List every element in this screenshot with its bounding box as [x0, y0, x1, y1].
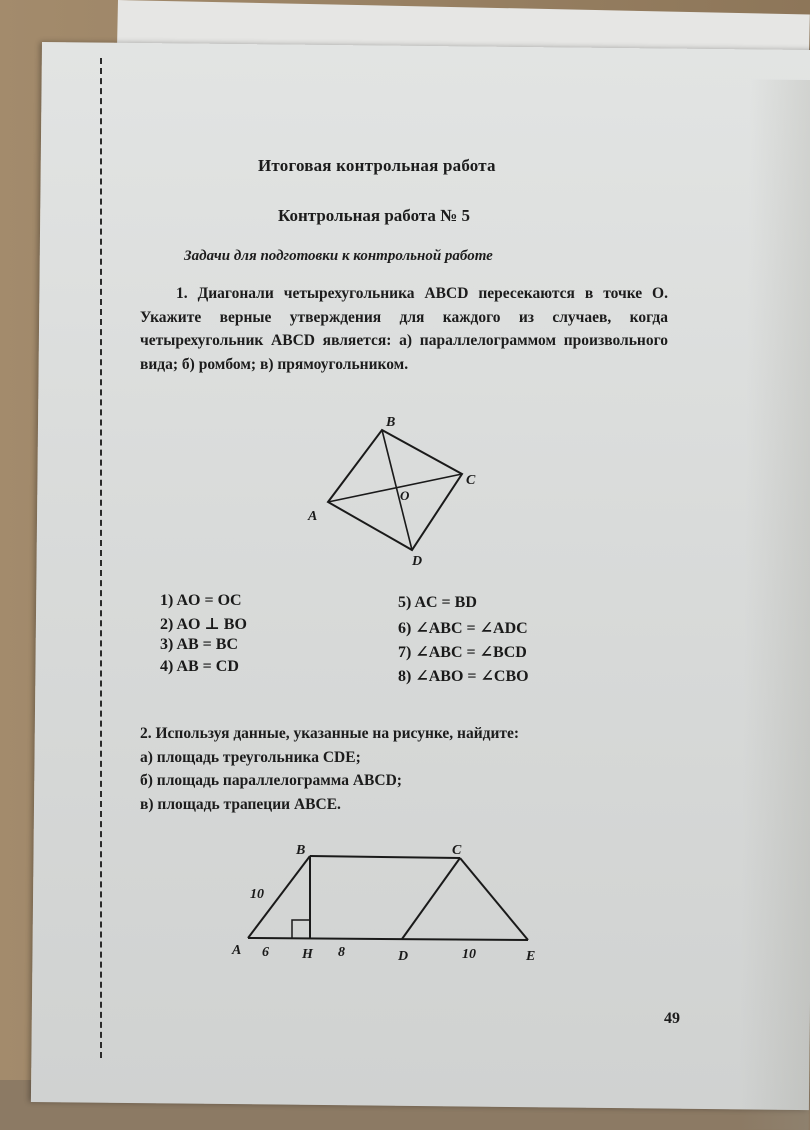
measure-ah: 6 [262, 945, 269, 960]
problem2-intro: 2. Используя данные, указанные на рисунке, найдите: [140, 725, 520, 742]
right-angle-mark [292, 920, 310, 938]
label-a2: A [232, 943, 242, 958]
statement-6: 6) ∠ABC = ∠ADC [398, 620, 528, 637]
problem2-item-a: а) площадь треугольника CDE; [140, 748, 361, 766]
problem1-text: 1. Диагонали четырехугольника ABCD пересекаются в точке O. Укажите верные утверждения для каждого из случаев, когда четырехугольник ABCD является: а) параллелограммом произвольного вида; б) ромбом; в) прямоугольником. [140, 285, 668, 373]
page-title: Итоговая контрольная работа [258, 156, 496, 175]
label-b: B [386, 415, 396, 430]
statement-7: 7) ∠ABC = ∠BCD [398, 644, 527, 661]
label-o: O [400, 488, 410, 503]
measure-ab: 10 [250, 887, 264, 902]
side-cd [402, 858, 460, 939]
figure-trapezoid [220, 836, 560, 976]
label-c2: C [452, 843, 462, 858]
statement-5: 5) AC = BD [398, 594, 477, 611]
page-shade [739, 79, 810, 1130]
measure-hd: 8 [338, 945, 345, 960]
label-d: D [412, 554, 423, 569]
label-h2: H [302, 947, 313, 962]
page-number: 49 [664, 1010, 680, 1027]
figure-quadrilateral [300, 410, 500, 570]
label-b2: B [296, 843, 306, 858]
diagonal-ac [328, 474, 462, 502]
statement-3: 3) AB = BC [160, 636, 239, 653]
label-a: A [308, 509, 318, 524]
cut-line [100, 58, 102, 1058]
label-c: C [466, 473, 476, 488]
label-e2: E [526, 949, 536, 964]
side-bc [310, 856, 460, 858]
statement-2: 2) AO ⊥ BO [160, 616, 247, 633]
measure-de: 10 [462, 947, 476, 962]
label-d2: D [398, 949, 409, 964]
section-title: Задачи для подготовки к контрольной работе [184, 248, 493, 264]
statement-1: 1) AO = OC [160, 592, 242, 609]
statement-8: 8) ∠ABO = ∠CBO [398, 668, 529, 685]
problem2-text [140, 722, 670, 816]
statement-4: 4) AB = CD [160, 658, 239, 675]
side-ce [460, 858, 528, 940]
quadrilateral-abcd [328, 430, 462, 550]
test-title: Контрольная работа № 5 [278, 206, 470, 225]
problem2-item-b: б) площадь параллелограмма ABCD; [140, 772, 402, 789]
problem2-item-c: в) площадь трапеции ABCE. [140, 795, 341, 813]
base-ae [248, 938, 528, 940]
